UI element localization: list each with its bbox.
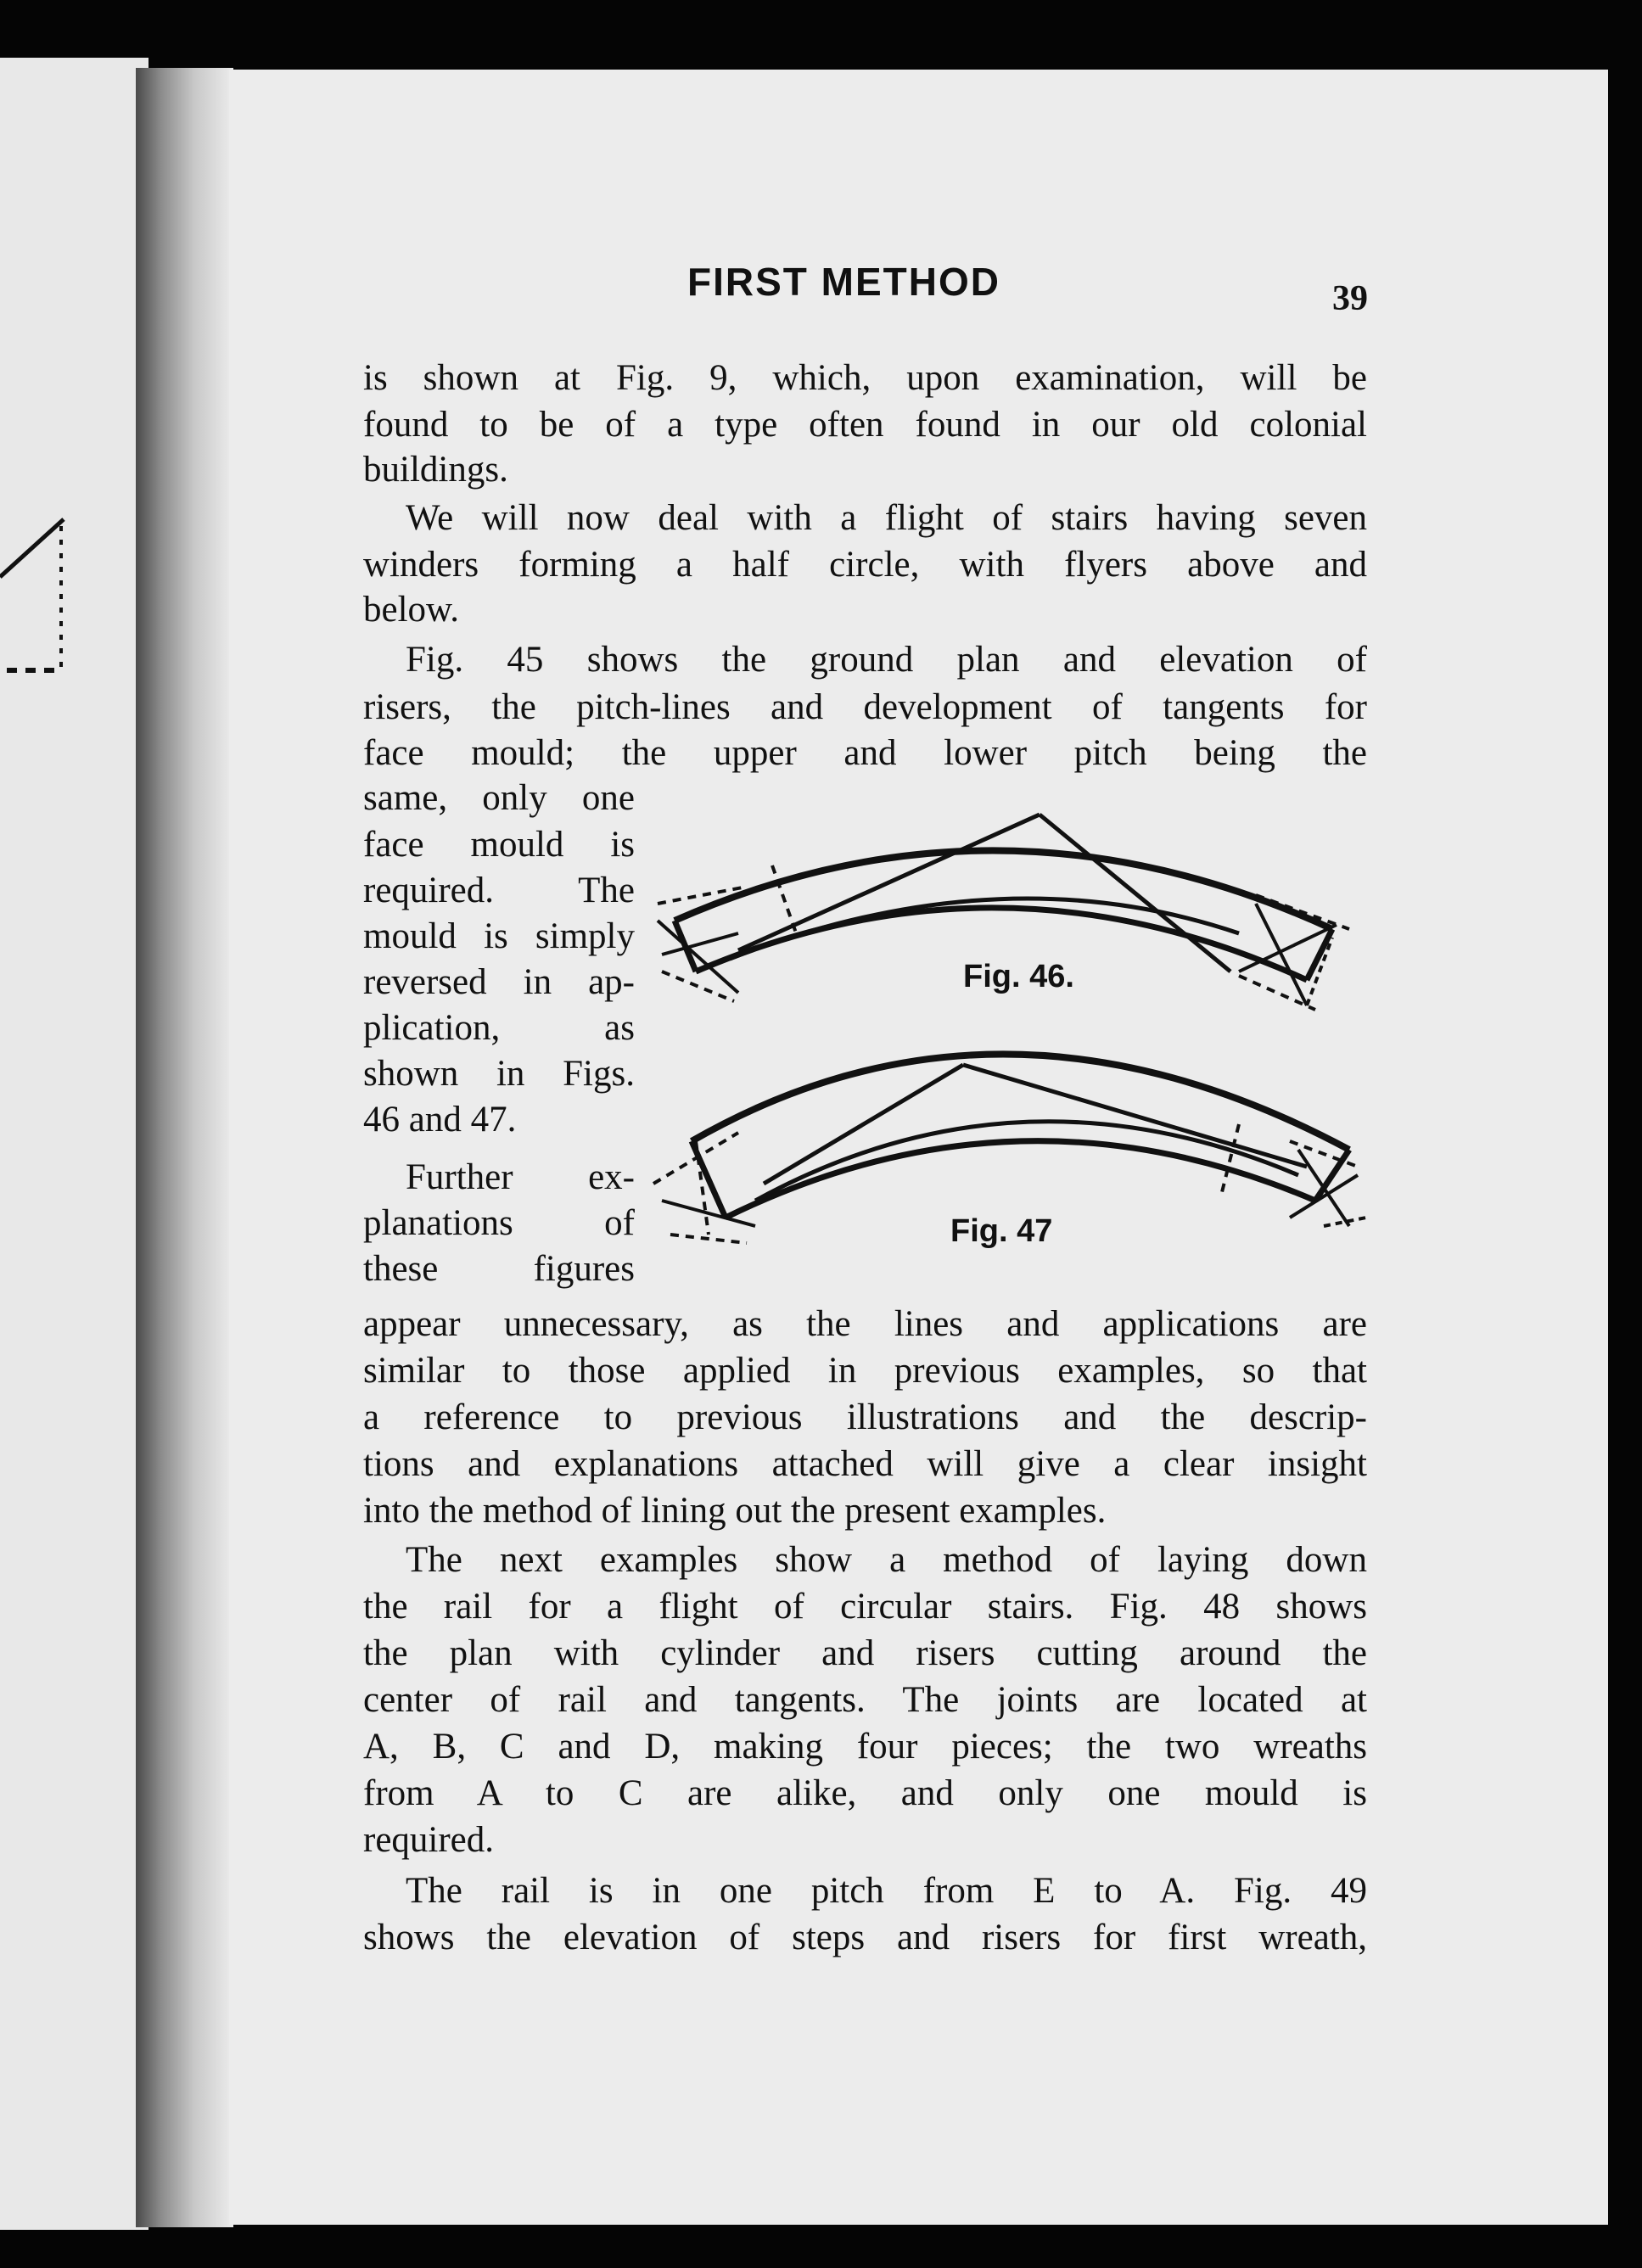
text-line: The rail is in one pitch from E to A. Fig. 49 <box>406 1871 1367 1911</box>
left-page-edge <box>0 58 149 2230</box>
text-line: appear unnecessary, as the lines and applications are <box>363 1304 1367 1344</box>
left-page-line-fragment <box>0 501 85 687</box>
text-line: Fig. 45 shows the ground plan and elevation of <box>406 640 1367 680</box>
text-line: 46 and 47. <box>363 1100 517 1140</box>
fig-46-label: Fig. 46. <box>963 959 1074 994</box>
text-line: required. The <box>363 871 635 910</box>
text-line: face mould; the upper and lower pitch being the <box>363 733 1367 773</box>
text-line: risers, the pitch-lines and development of tangents for <box>363 687 1367 727</box>
text-line: reversed in ap- <box>363 962 635 1002</box>
book-gutter-shadow <box>136 68 233 2227</box>
text-line: shown in Figs. <box>363 1054 635 1094</box>
text-line: shows the elevation of steps and risers for first wreath, <box>363 1918 1367 1957</box>
text-line: similar to those applied in previous examples, so that <box>363 1351 1367 1391</box>
text-line: buildings. <box>363 450 508 490</box>
text-line: planations of <box>363 1203 635 1243</box>
text-line: The next examples show a method of laying down <box>406 1540 1367 1580</box>
running-head: FIRST METHOD <box>687 260 1000 304</box>
text-line: found to be of a type often found in our old colonial <box>363 405 1367 445</box>
text-line: center of rail and tangents. The joints are located at <box>363 1680 1367 1720</box>
text-line: We will now deal with a flight of stairs having seven <box>406 498 1367 538</box>
fig-47-label: Fig. 47 <box>950 1213 1053 1249</box>
text-line: winders forming a half circle, with flyers above and <box>363 545 1367 585</box>
text-line: into the method of lining out the present examples. <box>363 1491 1107 1531</box>
text-line: A, B, C and D, making four pieces; the two wreaths <box>363 1727 1367 1767</box>
text-line: a reference to previous illustrations and the descrip- <box>363 1397 1367 1437</box>
text-line: these figures <box>363 1249 635 1289</box>
text-line: from A to C are alike, and only one mould is <box>363 1773 1367 1813</box>
text-line: the rail for a flight of circular stairs. Fig. 48 shows <box>363 1587 1367 1627</box>
text-line: the plan with cylinder and risers cutting around the <box>363 1633 1367 1673</box>
text-line: Further ex- <box>406 1157 635 1197</box>
text-line: same, only one <box>363 778 635 818</box>
text-line: face mould is <box>363 825 635 865</box>
text-line: below. <box>363 590 460 630</box>
text-line: required. <box>363 1820 495 1860</box>
text-line: tions and explanations attached will give a clear insight <box>363 1444 1367 1484</box>
text-line: plication, as <box>363 1008 635 1048</box>
page-number: 39 <box>1332 279 1368 318</box>
text-line: is shown at Fig. 9, which, upon examination, will be <box>363 358 1367 398</box>
text-line: mould is simply <box>363 916 635 956</box>
